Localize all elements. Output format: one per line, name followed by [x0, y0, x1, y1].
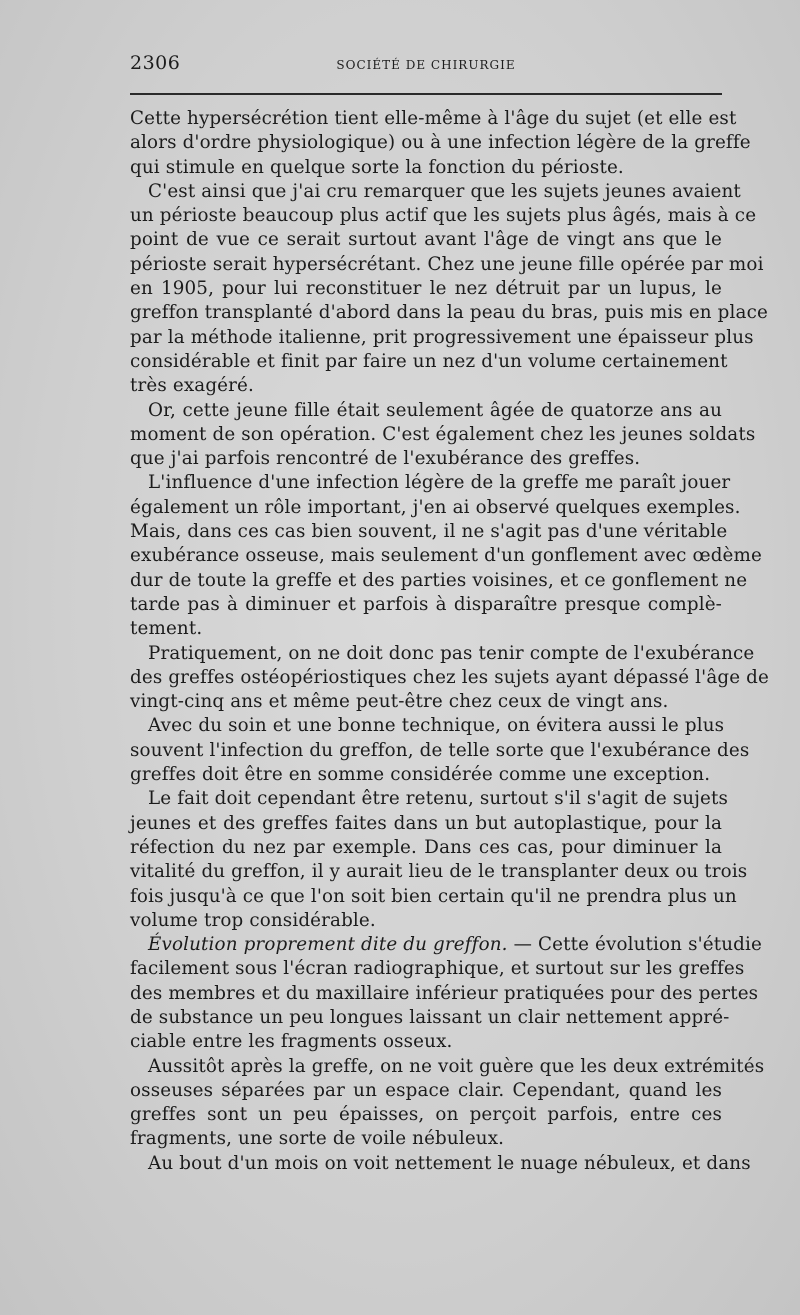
- text-line: exubérance osseuse, mais seulement d'un gonflement avec œdème: [130, 545, 762, 567]
- text-line: de substance un peu longues laissant un clair nettement appré-: [130, 1006, 730, 1028]
- text-line: greffes sont un peu épaisses, on perçoit parfois, entre ces: [130, 1104, 722, 1126]
- text-line: que j'ai parfois rencontré de l'exubérance des greffes.: [130, 448, 641, 470]
- text-line: considérable et finit par faire un nez d'un volume certainement: [130, 350, 728, 372]
- text-line: greffon transplanté d'abord dans la peau du bras, puis mis en place: [130, 302, 768, 324]
- page-header: [130, 52, 722, 78]
- text-line: un périoste beaucoup plus actif que les sujets plus âgés, mais à ce: [130, 205, 757, 227]
- text-line: fois jusqu'à ce que l'on soit bien certain qu'il ne prendra plus un: [130, 885, 737, 907]
- text-line: vitalité du greffon, il y aurait lieu de le transplanter deux ou trois: [130, 861, 748, 883]
- text-line: point de vue ce serait surtout avant l'âge de vingt ans que le: [130, 229, 722, 251]
- text-line: Avec du soin et une bonne technique, on évitera aussi le plus: [148, 715, 725, 737]
- text-line: Or, cette jeune fille était seulement âgée de quatorze ans au: [148, 399, 722, 421]
- text-line: Pratiquement, on ne doit donc pas tenir compte de l'exubérance: [148, 642, 755, 664]
- text-line: Mais, dans ces cas bien souvent, il ne s'agit pas d'une véritable: [130, 521, 728, 543]
- text-line: jeunes et des greffes faites dans un but autoplastique, pour la: [130, 812, 722, 834]
- text-line: C'est ainsi que j'ai cru remarquer que les sujets jeunes avaient: [148, 180, 741, 202]
- text-line: moment de son opération. C'est également chez les jeunes soldats: [130, 423, 756, 445]
- text-line: également un rôle important, j'en ai observé quelques exemples.: [130, 496, 741, 518]
- text-line: facilement sous l'écran radiographique, et surtout sur les greffes: [130, 958, 745, 980]
- text-line: des membres et du maxillaire inférieur pratiquées pour des pertes: [130, 982, 759, 1004]
- text-line: vingt-cinq ans et même peut-être chez ceux de vingt ans.: [130, 691, 669, 713]
- text-line: ciable entre les fragments osseux.: [130, 1031, 453, 1053]
- text-line: volume trop considérable.: [130, 909, 376, 931]
- body-text: [130, 107, 769, 1176]
- text-line: dur de toute la greffe et des parties voisines, et ce gonflement ne: [130, 569, 748, 591]
- page-number: 2306: [130, 52, 181, 74]
- text-line: en 1905, pour lui reconstituer le nez détruit par un lupus, le: [130, 278, 722, 300]
- text-line: greffes doit être en somme considérée comme une exception.: [130, 764, 711, 786]
- text-line: Aussitôt après la greffe, on ne voit guère que les deux extrémités: [148, 1055, 765, 1077]
- section-lead-text: — Cette évolution s'étudie: [507, 934, 762, 956]
- header-rule: [130, 93, 722, 95]
- text-line: tement.: [130, 618, 203, 640]
- text-line: qui stimule en quelque sorte la fonction du périoste.: [130, 156, 624, 178]
- text-line: Le fait doit cependant être retenu, surtout s'il s'agit de sujets: [148, 788, 729, 810]
- text-line: réfection du nez par exemple. Dans ces cas, pour diminuer la: [130, 836, 722, 858]
- text-line: tarde pas à diminuer et parfois à disparaître presque complè-: [130, 593, 722, 615]
- italic-section-title: Évolution proprement dite du greffon.: [148, 934, 508, 956]
- text-line: fragments, une sorte de voile nébuleux.: [130, 1128, 505, 1150]
- text-line: osseuses séparées par un espace clair. Cependant, quand les: [130, 1079, 722, 1101]
- text-line: très exagéré.: [130, 375, 254, 397]
- text-line-section-lead: [130, 933, 762, 957]
- running-title: SOCIÉTÉ DE CHIRURGIE: [336, 58, 516, 72]
- text-line: périoste serait hypersécrétant. Chez une jeune fille opérée par moi: [130, 253, 764, 275]
- text-line: souvent l'infection du greffon, de telle sorte que l'exubérance des: [130, 739, 750, 761]
- text-line: Cette hypersécrétion tient elle-même à l'âge du sujet (et elle est: [130, 108, 737, 129]
- text-line: des greffes ostéopériostiques chez les sujets ayant dépassé l'âge de: [130, 666, 769, 688]
- text-line: par la méthode italienne, prit progressivement une épaisseur plus: [130, 326, 754, 348]
- text-line: L'influence d'une infection légère de la greffe me paraît jouer: [148, 472, 731, 494]
- text-line: Au bout d'un mois on voit nettement le nuage nébuleux, et dans: [148, 1152, 751, 1174]
- text-line: alors d'ordre physiologique) ou à une infection légère de la greffe: [130, 132, 751, 154]
